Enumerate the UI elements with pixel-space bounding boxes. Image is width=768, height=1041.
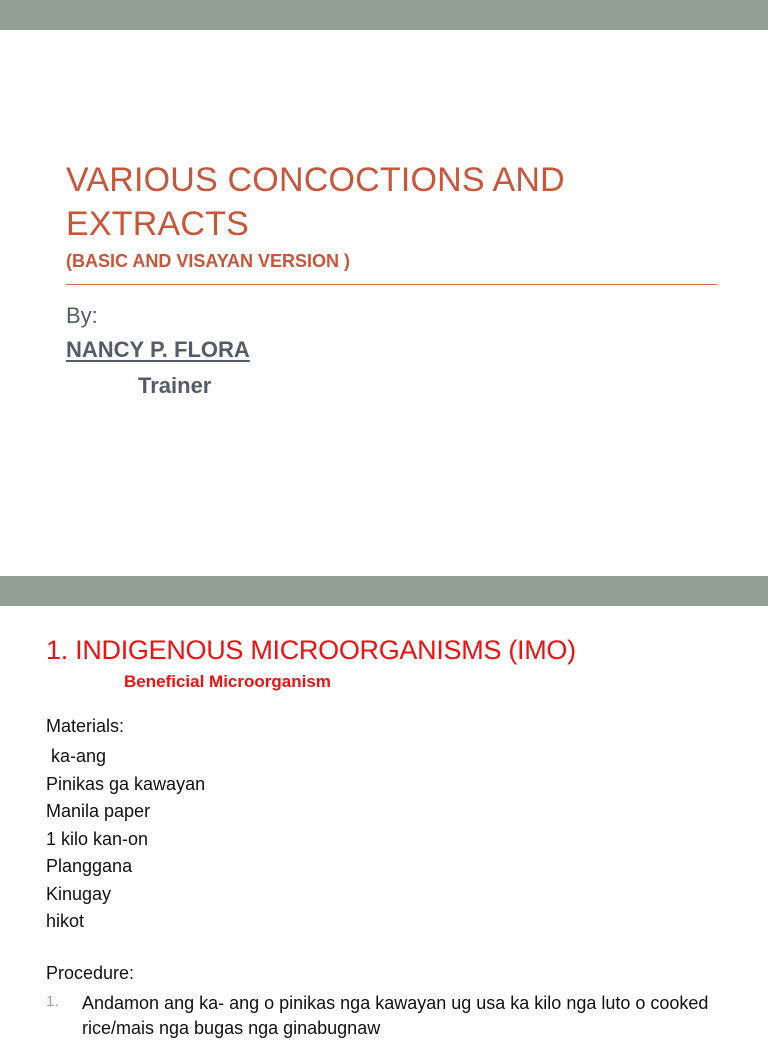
materials-label: Materials: bbox=[46, 716, 125, 736]
author-name: NANCY P. FLORA bbox=[66, 337, 250, 362]
step-text: Andamon ang ka- ang o pinikas nga kawayan ug usa ka kilo nga luto o cooked rice/mais nga bugas nga ginabugnaw bbox=[82, 993, 709, 1038]
slide-1-title-line-1: VARIOUS CONCOCTIONS AND bbox=[66, 161, 565, 199]
step-number: 1. bbox=[46, 993, 59, 1010]
slide-2-subtitle: Beneficial Microorganism bbox=[124, 672, 331, 691]
list-item: 1 kilo kan-on bbox=[46, 828, 149, 849]
slide-2-header-band bbox=[0, 576, 768, 606]
list-item: Pinikas ga kawayan bbox=[46, 773, 206, 794]
slide-2 bbox=[0, 576, 768, 1038]
slide-1-subtitle: (BASIC AND VISAYAN VERSION ) bbox=[66, 251, 351, 271]
procedure-step bbox=[46, 991, 746, 1038]
author-role: Trainer bbox=[138, 373, 212, 398]
slide-1-header-band bbox=[0, 0, 768, 30]
list-item: ka-ang bbox=[46, 746, 107, 766]
list-item: hikot bbox=[46, 911, 85, 931]
slide-2-title: 1. INDIGENOUS MICROORGANISMS (IMO) bbox=[46, 635, 576, 665]
title-divider bbox=[66, 284, 717, 285]
procedure-label: Procedure: bbox=[46, 963, 135, 983]
slide-1-title-line-2: EXTRACTS bbox=[66, 205, 249, 243]
by-label: By: bbox=[66, 303, 98, 328]
slide-1-title bbox=[66, 158, 726, 246]
list-item: Kinugay bbox=[46, 883, 112, 904]
list-item: Planggana bbox=[46, 856, 133, 876]
list-item: Manila paper bbox=[46, 801, 151, 821]
materials-list bbox=[46, 743, 205, 936]
